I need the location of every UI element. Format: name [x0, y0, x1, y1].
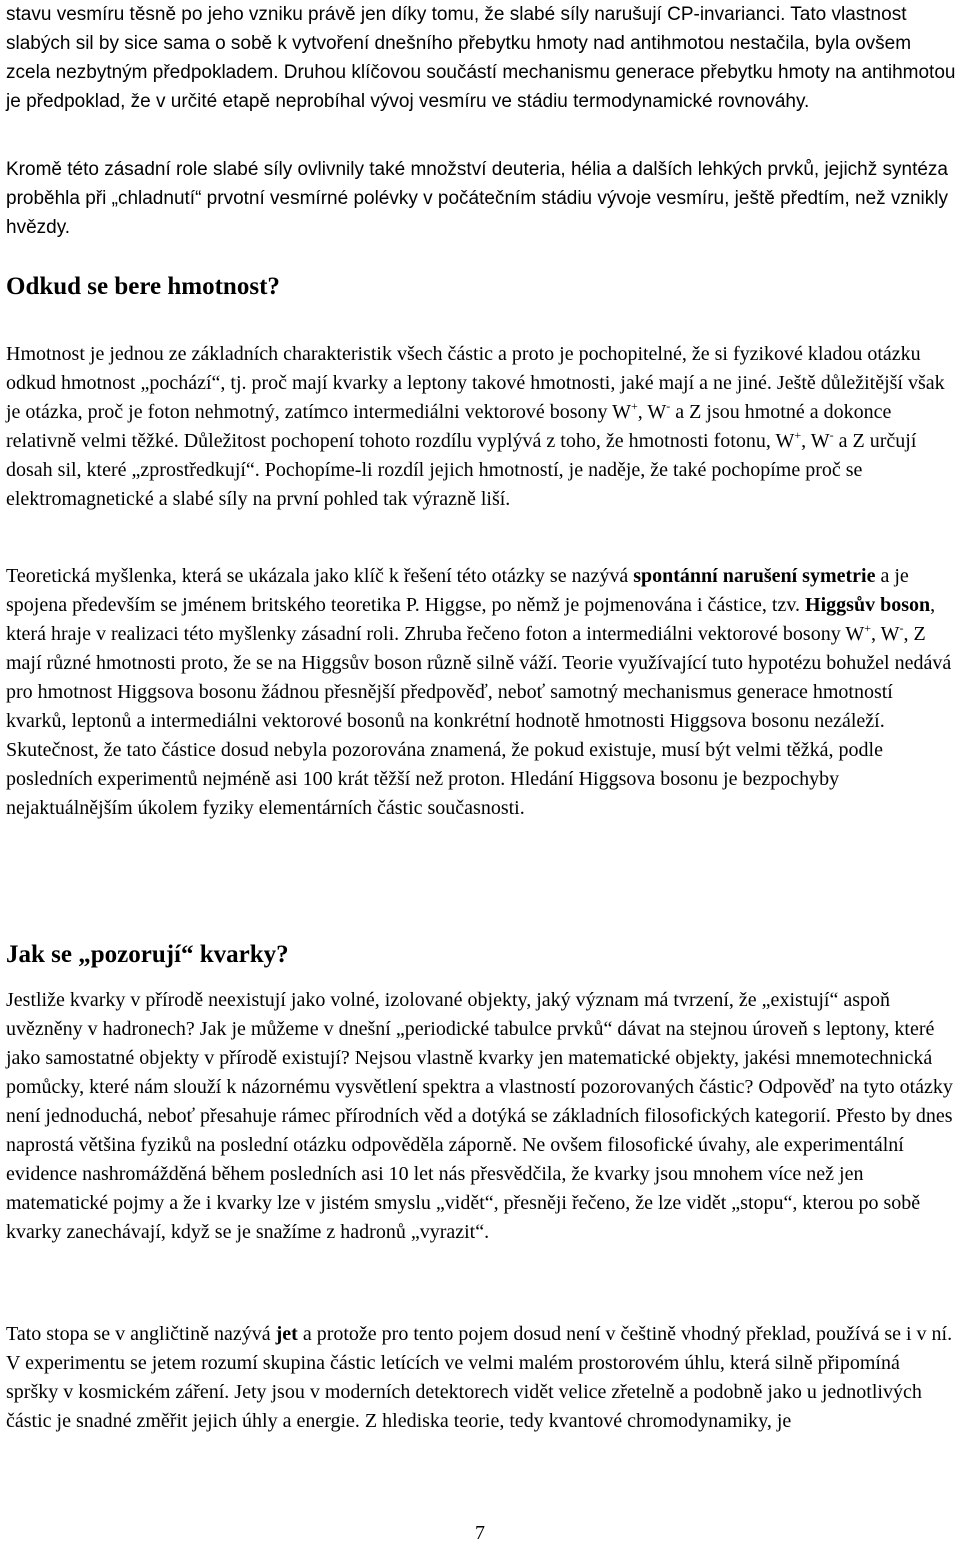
paragraph-cp-invariance: stavu vesmíru těsně po jeho vzniku právě jen díky tomu, že slabé síly narušují CP-invarianci. Tato vlastnost slabých sil by sice sama o sobě k vytvoření dnešního přebytku hmoty nad antihmotou nestačila, byla ovšem zcela nezbytným předpokladem. Druhou klíčovou součástí mechanismu generace přebytku hmoty na antihmotou je předpoklad, že v určité etapě neprobíhal vývoj vesmíru ve stádiu termodynamické rovnováhy. [6, 4, 956, 112]
paragraph-light-elements: Kromě této zásadní role slabé síly ovlivnily také množství deuteria, hélia a dalších lehkých prvků, jejichž syntéza proběhla při „chladnutí“ prvotní vesmírné polévky v počátečním stádiu vývoje vesmíru, ještě předtím, než vznikly hvězdy. [6, 159, 949, 238]
term-higgs-boson: Higgsův boson [805, 594, 931, 616]
paragraph-mass: Hmotnost je jednou ze základních charakteristik všech částic a proto je pochopitelné, že si fyzikové kladou otázku odkud hmotnost „pochází“, tj. proč mají kvarky a leptony takové hmotnosti, jaké mají a ne jiné. Ještě důležitější však je otázka, proč je foton nehmotný, zatímco intermediálni vektorové bosony W+, W- a Z jsou hmotné a dokonce relativně velmi těžké. Důležitost pochopení tohoto rozdílu vyplývá z toho, že hmotnosti fotonu, W+, W- a Z určují dosah sil, které „zprostředkují“. Pochopíme-li rozdíl jejich hmotností, je naděje, že také pochopíme proč se elektromagnetické a slabé síly na první pohled tak výrazně liší. [6, 343, 945, 510]
heading-observing-quarks: Jak se „pozorují“ kvarky? [6, 941, 289, 968]
paragraph-quarks-existence: Jestliže kvarky v přírodě neexistují jako volné, izolované objekty, jaký význam má tvrzení, že „existují“ aspoň uvězněny v hadronech? Jak je můžeme v dnešní „periodické tabulce prvků“ dávat na stejnou úroveň s leptony, které jako samostatné objekty v přírodě existují? Nejsou vlastně kvarky jen matematické objekty, jakési mnemotechnická pomůcky, které nám slouží k názornému vysvětlení spektra a vlastností pozorovaných částic? Odpověď na tyto otázky není jednoduchá, neboť přesahuje rámec přírodních věd a dotýká se základních filosofických kategorií. Přesto by dnes naprostá většina fyziků na poslední otázku odpověděla záporně. Ne ovšem filosofické úvahy, ale experimentální evidence nashromážděná během posledních asi 10 let nás přesvědčila, že kvarky jsou mnohem více než jen matematické pojmy a že i kvarky lze v jistém smyslu „vidět“, přesněji řečeno, že lze vidět „stopu“, kterou po sobě kvarky zanechávají, když se je snažíme z hadronů „vyrazit“. [6, 989, 953, 1243]
heading-origin-of-mass: Odkud se bere hmotnost? [6, 273, 280, 300]
page-number: 7 [475, 1522, 485, 1544]
term-spontaneous-symmetry-breaking: spontánní narušení symetrie [633, 565, 876, 587]
term-jet: jet [275, 1323, 298, 1345]
paragraph-jets: Tato stopa se v angličtině nazývá jet a protože pro tento pojem dosud není v češtině vhodný překlad, používá se i v ní. V experimentu se jetem rozumí skupina částic letících ve velmi malém prostorovém úhlu, která silně připomíná spršky v kosmickém záření. Jety jsou v moderních detektorech vidět velice zřetelně a podobně jako u jednotlivých částic je snadné změřit jejich úhly a energie. Z hlediska teorie, tedy kvantové chromodynamiky, je [6, 1323, 953, 1432]
paragraph-higgs: Teoretická myšlenka, která se ukázala jako klíč k řešení této otázky se nazývá spontánní narušení symetrie a je spojena především se jménem britského teoretika P. Higgse, po němž je pojmenována i částice, tzv. Higgsův boson, která hraje v realizaci této myšlenky zásadní roli. Zhruba řečeno foton a intermediálni vektorové bosony W+, W-, Z mají různé hmotnosti proto, že se na Higgsův boson různě silně váží. Teorie využívající tuto hypotézu bohužel nedává pro hmotnost Higgsova bosonu žádnou přesnější předpověď, neboť samotný mechanismus generace hmotností kvarků, leptonů a intermediálni vektorové bosonů na konkrétní hodnotě hmotnosti Higgsova bosonu nezáleží. Skutečnost, že tato částice dosud nebyla pozorována znamená, že pokud existuje, musí být velmi těžká, podle posledních experimentů nejméně asi 100 krát těžší než proton. Hledání Higgsova bosonu je bezpochyby nejaktuálnějším úkolem fyziky elementárních částic současnosti. [6, 565, 952, 819]
